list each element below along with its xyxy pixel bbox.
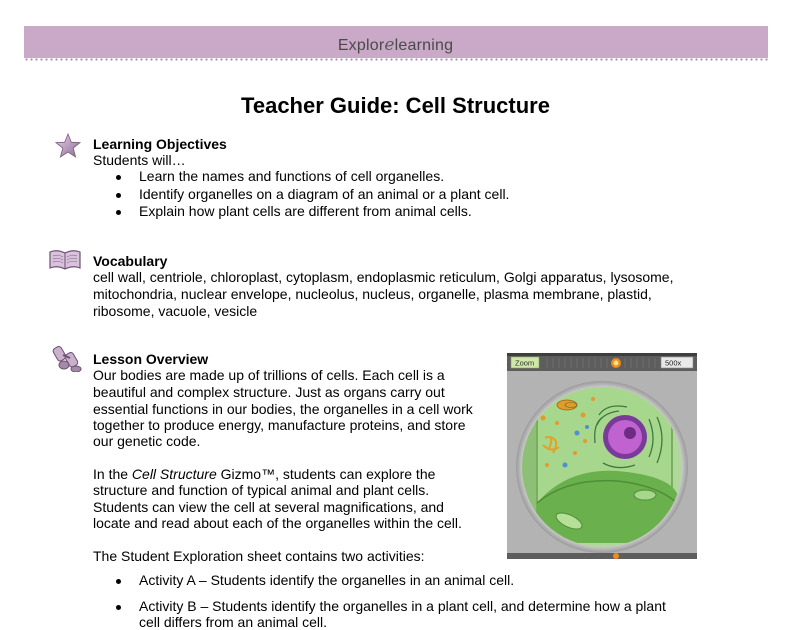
overview-p2-line-1: In the Cell Structure Gizmo™, students can explore the [93,466,436,482]
header-dotted-rule [24,58,768,61]
list-item-continued: cell differs from an animal cell. [139,613,328,630]
page-title: Teacher Guide: Cell Structure [241,93,550,118]
overview-p1-line-5: our genetic code. [93,433,201,449]
list-item: Activity A – Students identify the organelles in an animal cell. [93,572,666,590]
list-item: Identify organelles on a diagram of an animal or a plant cell. [93,186,509,204]
overview-p2-line-3: Students can view the cell at several magnifications, and [93,499,444,515]
overview-heading: Lesson Overview [93,351,209,367]
zoom-label: Zoom [515,358,535,368]
overview-p2-line-4: locate and read about each of the organelles within the cell. [93,515,462,531]
overview-p1-line-4: together to produce energy, manufacture proteins, and store [93,417,466,433]
star-icon [55,133,81,159]
overview-p1-line-1: Our bodies are made up of trillions of cells. Each cell is a [93,367,445,383]
objectives-heading: Learning Objectives [93,136,227,152]
magnification-readout: 500x [665,358,682,368]
vocabulary-heading: Vocabulary [93,253,168,269]
open-book-icon [48,249,82,271]
brand-logo: Explorelearning [337,35,454,55]
gizmo-name: Cell Structure [131,466,217,482]
list-item: Activity B – Students identify the organelles in a plant cell, and determine how a plant [93,598,666,614]
vocabulary-line-3: ribosome, vacuole, vesicle [93,303,258,319]
binoculars-icon [52,344,82,372]
list-item: Explain how plant cells are different from animal cells. [93,203,509,221]
vocabulary-line-1: cell wall, centriole, chloroplast, cytoplasm, endoplasmic reticulum, Golgi apparatus, lysosome, [93,269,674,285]
cell-structure-gizmo-image [507,353,697,559]
objectives-intro: Students will… [93,152,186,168]
overview-p3: The Student Exploration sheet contains two activities: [93,548,425,564]
activities-list [93,572,666,630]
overview-p1-line-2: beautiful and complex structure. Just as organs carry out [93,384,445,400]
list-item: Learn the names and functions of cell organelles. [93,168,509,186]
overview-p1-line-3: essential functions in our bodies, the organelles in a cell work [93,401,473,417]
overview-p2-line-2: structure and function of typical animal and plant cells. [93,482,430,498]
vocabulary-line-2: mitochondria, nuclear envelope, nucleolus, nucleus, organelle, plasma membrane, plastid, [93,286,652,302]
objectives-list [93,168,509,221]
